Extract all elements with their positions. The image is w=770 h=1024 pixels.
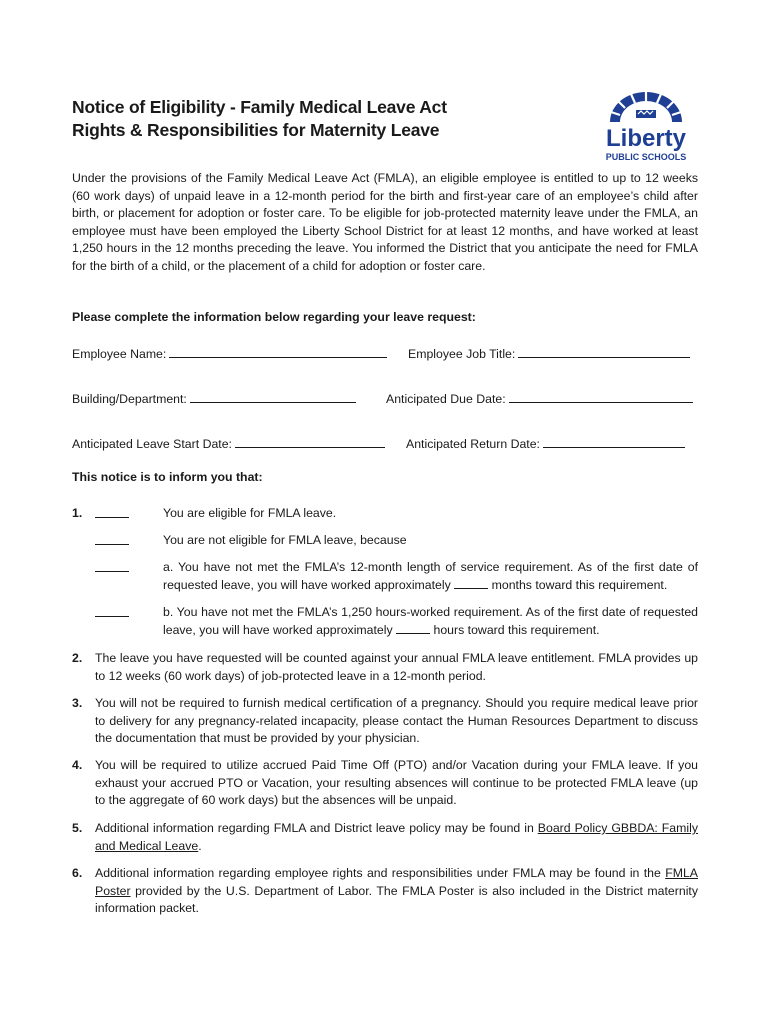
item-4-text: You will be required to utilize accrued Paid Time Off (PTO) and/or Vacation during your FMLA leave. If you exhaust your accrued PTO or Vacation, your resulting absences will continue to be protected FMLA leave (up to the aggregate of 60 work days) but the absences will be unpaid.	[95, 758, 698, 808]
item-3-text: You will not be required to furnish medical certification of a pregnancy. Should you require medical leave prior to delivery for any pregnancy-related incapacity, please contact the Human Resources Department to discuss the documentation that must be provided by your physician.	[95, 696, 698, 746]
board-policy-link[interactable]: Board Policy GBBDA: Family and Medical Leave	[95, 821, 698, 853]
reason-a-checkline[interactable]	[95, 559, 129, 572]
months-input[interactable]	[454, 577, 488, 589]
employee-name-field[interactable]	[72, 345, 387, 361]
leave-start-field[interactable]	[72, 435, 385, 451]
due-date-field[interactable]	[386, 390, 693, 406]
job-title-label: Employee Job Title:	[408, 347, 516, 361]
job-title-field[interactable]	[408, 345, 690, 361]
building-field[interactable]	[72, 390, 356, 406]
reason-a-text	[163, 559, 698, 594]
building-input[interactable]	[190, 390, 356, 403]
return-date-field[interactable]	[406, 435, 685, 451]
not-eligible-text: You are not eligible for FMLA leave, because	[163, 533, 407, 547]
logo-subtitle: PUBLIC SCHOOLS	[605, 152, 687, 162]
reason-a-text-2: months toward this requirement.	[491, 577, 668, 592]
hours-input[interactable]	[396, 622, 430, 634]
title-line-2: Rights & Responsibilities for Maternity Leave	[72, 120, 440, 140]
item-5-text-pre: Additional information regarding FMLA and District leave policy may be found in	[95, 821, 534, 835]
due-date-label: Anticipated Due Date:	[386, 392, 506, 406]
item-5-number: 5.	[72, 821, 83, 835]
employee-name-input[interactable]	[169, 345, 387, 358]
fmla-poster-link[interactable]: FMLA Poster	[95, 866, 698, 898]
eligible-text: You are eligible for FMLA leave.	[163, 506, 337, 520]
intro-paragraph: Under the provisions of the Family Medical Leave Act (FMLA), an eligible employee is entitled to up to 12 weeks (60 work days) of unpaid leave in a 12-month period for the birth and first-year care of an employee’s child after birth, or placement for adoption or foster care. To be eligible for job-protected maternity leave under the FMLA, an employee must have been employed the Liberty School District for at least 12 months, and have worked at least 1,250 hours in the 12 months preceding the leave. You informed the District that you anticipate the need for FMLA for the birth of a child, or the placement of a child for adoption or foster care.	[72, 171, 698, 273]
item-4-number: 4.	[72, 758, 83, 772]
eligible-checkline[interactable]	[95, 505, 129, 518]
due-date-input[interactable]	[509, 390, 693, 403]
reason-b-text-1: b. You have not met the FMLA’s 1,250 hours-worked requirement. As of the first date of requested leave, you will have worked approximately	[163, 605, 698, 637]
title-line-1: Notice of Eligibility - Family Medical Leave Act	[72, 97, 447, 117]
item-2-text: The leave you have requested will be counted against your annual FMLA leave entitlement. FMLA provides up to 12 weeks (60 work days) of job-protected leave in a 12-month period.	[95, 651, 698, 683]
reason-b-text-2: hours toward this requirement.	[433, 622, 600, 637]
reason-b-text	[163, 604, 698, 639]
item-2-number: 2.	[72, 651, 83, 665]
reason-a-text-1: a. You have not met the FMLA’s 12-month length of service requirement. As of the first date of requested leave, you will have worked approximately	[163, 560, 698, 592]
not-eligible-checkline[interactable]	[95, 532, 129, 545]
item-6-text	[95, 865, 698, 918]
return-date-input[interactable]	[543, 435, 685, 448]
form-row-1	[72, 345, 698, 363]
form-row-2	[72, 390, 698, 408]
leave-start-input[interactable]	[235, 435, 385, 448]
item-1-number: 1.	[72, 506, 83, 520]
item-3-number: 3.	[72, 696, 83, 710]
document-title	[72, 96, 532, 142]
liberty-logo	[596, 88, 696, 164]
item-5-text	[95, 820, 698, 855]
item-6-text-pre: Additional information regarding employee rights and responsibilities under FMLA may be found in the	[95, 866, 661, 880]
logo-name: Liberty	[605, 125, 687, 152]
form-heading: Please complete the information below regarding your leave request:	[72, 310, 476, 324]
logo-sunburst-icon	[610, 92, 682, 122]
notice-heading: This notice is to inform you that:	[72, 470, 263, 484]
leave-start-label: Anticipated Leave Start Date:	[72, 437, 232, 451]
employee-name-label: Employee Name:	[72, 347, 167, 361]
reason-b-checkline[interactable]	[95, 604, 129, 617]
building-label: Building/Department:	[72, 392, 187, 406]
item-6-number: 6.	[72, 866, 83, 880]
item-6-text-post: provided by the U.S. Department of Labor. The FMLA Poster is also included in the District maternity information packet.	[95, 883, 698, 916]
form-row-3	[72, 435, 698, 453]
return-date-label: Anticipated Return Date:	[406, 437, 540, 451]
job-title-input[interactable]	[518, 345, 690, 358]
item-5-text-post: .	[198, 838, 202, 853]
